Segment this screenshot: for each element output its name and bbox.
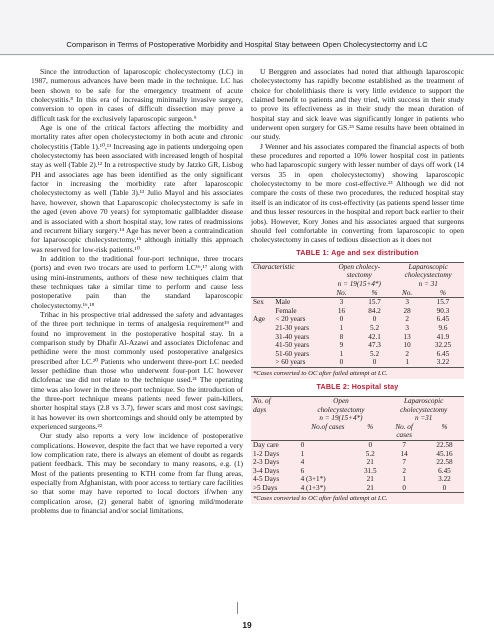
table-cell: 41-50 years <box>275 341 310 350</box>
table-header: % <box>357 289 393 298</box>
table-cell: Age <box>253 315 265 324</box>
table-cell: 1-2 Days <box>253 449 280 458</box>
page-rule <box>237 602 238 614</box>
header-rule <box>0 54 494 55</box>
table-row <box>251 341 464 350</box>
table-cell: 3 <box>339 298 344 307</box>
table-cell: Female <box>275 306 297 315</box>
table-cell: 6.45 <box>436 349 450 358</box>
table-header: cholecystectomy <box>317 405 365 414</box>
left-column <box>31 67 243 516</box>
table-header: No. of <box>251 396 299 405</box>
table-cell: 21 <box>366 458 374 467</box>
table-header: Open cholecy- <box>326 262 392 271</box>
table-row <box>251 450 464 459</box>
table-cell: 3 <box>405 324 409 333</box>
table-header: n =31 <box>414 414 433 423</box>
table-cell: 8 <box>339 332 344 341</box>
table-cell <box>251 350 273 359</box>
paragraph: In addition to the traditional four-port technique, three trocars (ports) and even two trocars are used to perform LC¹⁶,¹⁷ along with using mini-instruments, authors of these new techniques claim that these techniques take a similar time to perform and cause less postoperative pain than the standard laparoscopic cholecystectomy.¹⁶,¹⁸ <box>31 253 243 310</box>
table-header: stectomy <box>346 271 372 280</box>
table-cell: 6.45 <box>436 315 450 324</box>
paragraph: Age is one of the critical factors affecting the morbidity and mortality rates after open cholecystectomy in both acute and chronic cholecystitis (Table 1).¹⁰,¹¹ Increasing age in patients undergoing open cholecystectomy has been associated with increased length of hospital stay as well (Table 2).¹² In a retrospective study by Jatzko GR, Lisbog PH and associates age has been identified as the only significant factor in increasing the morbidity rate after laparoscopic cholecystectomy as well (Table 3).¹³ Julio Mayol and his associates have, however, shown that Laparoscopic cholecystectomy is safe in the aged (even above 70 years) for symptomatic gallbladder disease and is associated with a short hospital stay, low rates of readmissions and recurrent biliary surgery.¹⁴ Age has never been a contraindication for laparoscopic cholecystectomy,¹⁵ although initially this approach was reserved for low-risk patients.¹⁰ <box>31 123 243 254</box>
table-footnote: *Cases converted to OC after failed attempt at LC. <box>253 370 388 377</box>
table-cell: 45.16 <box>436 449 453 458</box>
table-cell: 21 <box>357 484 383 493</box>
paragraph: Our study also reports a very low incidence of postoperative complications. However, despite the fact that we have reported a very low complication rate, there is always an element of doubt as regards patient feedback. This may be secondary to many reasons, e.g. (1) Most of the patients presenting to KTH come from far flung areas, especially from Afghanistan, with poor access to tertiary care facilities so that some may have reported to local doctors if/when any complication arose, (2) general habit of ignoring mild/moderate problems due to financial and/or social limitations. <box>31 431 243 516</box>
table-cell: 13 <box>403 332 411 341</box>
table-cell: 0 <box>383 484 425 493</box>
table-header: Laparoscopic <box>383 396 464 405</box>
table-cell: 0 <box>339 315 344 324</box>
table-cell: 31.5 <box>363 466 377 475</box>
table-row <box>251 458 464 467</box>
table-cell: 2-3 Days <box>253 458 280 467</box>
table-cell: 5.2 <box>370 324 380 333</box>
table-cell: 15.7 <box>368 298 381 307</box>
table-cell: 28 <box>403 306 411 315</box>
table-row <box>251 333 464 342</box>
paragraph: Since the introduction of laparoscopic cholecystectomy (LC) in 1987, numerous advances have been made in the technique. LC has been shown to be safe for the emergency treatment of acute cholecystitis.⁸ In this era of increasing minimally invasive surgery, conversion to open in cases of difficult dissection may prove a difficult task for the exclusively laparoscopic surgeon.⁹ <box>31 67 243 123</box>
table-cell: 0 <box>300 440 305 449</box>
table-header: cholecystectomy <box>404 271 452 280</box>
table-cell: 0 <box>425 484 464 493</box>
table-row <box>251 298 464 307</box>
table-cell: 15.7 <box>436 298 450 307</box>
table-cell: Male <box>275 298 291 307</box>
table2-caption: TABLE 2: Hospital stay <box>316 382 399 391</box>
table-cell: 47.3 <box>368 341 381 350</box>
table-header: Characteristic <box>251 262 326 271</box>
table-cell <box>251 333 273 342</box>
table-row <box>251 315 464 324</box>
table-cell: 21-30 years <box>275 324 310 333</box>
table-cell: 5.2 <box>370 349 380 358</box>
table-cell: 32.25 <box>434 341 452 350</box>
table-header: n = 19(15+4*) <box>337 280 381 289</box>
table-row <box>251 475 464 484</box>
table-header: No. <box>392 289 422 298</box>
table-cell: 9 <box>339 341 344 350</box>
table-cell: 7 <box>402 440 406 449</box>
table-row <box>251 440 464 449</box>
table-cell: 1 <box>402 475 406 484</box>
table-cell: 90.3 <box>436 306 450 315</box>
table-cell: 10 <box>403 341 411 350</box>
table-cell <box>251 307 273 316</box>
running-title: Comparison in Terms of Postoperative Morbidity and Hospital Stay between Open Cholecystectomy and LC <box>66 40 428 49</box>
table-header: No.of cases <box>311 422 345 431</box>
table-cell: 0 <box>368 440 373 449</box>
table-header: No. <box>326 289 357 298</box>
table-row <box>251 358 464 367</box>
table-cell: 4 (3+1*) <box>300 475 326 484</box>
paragraph: J Wenner and his associates compared the financial aspects of both these procedures and reported a 10% lower hospital cost in patients who had laparoscopic surgery with lesser number of days off work (14 versus 35 in open cholecystectomy) showing laparoscopic cholecystectomy to be more cost-effective.²³ Although we did not compare the costs of these two procedures, the reduced hospital stay itself is an indicator of its cost-effectivity (as patients spend lesser time and thus lesser resources in the hospital and report back earlier to their jobs). However, Kory Jones and his associates argued that surgeons should feel comfortable in converting from laparoscopic to open cholecystectomy in cases of tedious dissection as it does not <box>251 141 464 245</box>
table-header: % <box>441 422 448 431</box>
table-row <box>251 307 464 316</box>
table-cell: < 20 years <box>275 315 306 324</box>
table-cell: 84.2 <box>368 306 381 315</box>
table-cell: 2 <box>405 349 409 358</box>
table-cell: 31-40 years <box>275 332 310 341</box>
table-cell: 42.1 <box>368 332 381 341</box>
table1-caption: TABLE 1: Age and sex distribution <box>296 248 419 257</box>
table-cell: >5 Days <box>251 484 299 493</box>
table-cell: 6 <box>300 466 305 475</box>
table-cell: 0 <box>372 315 377 324</box>
table-row <box>251 324 464 333</box>
table-cell: 1 <box>300 449 305 458</box>
table-row <box>251 467 464 476</box>
table-cell: 22.58 <box>436 440 453 449</box>
table-cell: 5.2 <box>365 449 375 458</box>
right-column <box>251 67 464 504</box>
table-header: cholecystectomy <box>400 405 448 414</box>
table-cell: 6.45 <box>438 466 451 475</box>
table-row <box>251 484 464 493</box>
table-age-sex <box>251 262 464 379</box>
table-cell: Sex <box>253 298 264 307</box>
table-cell: 51-60 years <box>275 349 310 358</box>
table-cell: 1 <box>339 349 344 358</box>
table-cell: 14 <box>400 449 408 458</box>
table-cell: 1 <box>339 324 344 333</box>
table-cell: 22.58 <box>436 458 453 467</box>
table-header: Laparoscopic <box>392 262 464 271</box>
table-hospital-stay <box>251 396 464 504</box>
table-cell <box>251 324 273 333</box>
table-cell: 9.6 <box>438 324 448 333</box>
table-cell: 41.9 <box>436 332 450 341</box>
table-cell: 4 (1+3*) <box>299 484 358 493</box>
table-cell: Day care <box>253 440 279 449</box>
table-cell <box>251 358 273 367</box>
table-cell: 3 <box>405 298 409 307</box>
table-cell: 1 <box>392 358 422 367</box>
table-cell: 4-5 Days <box>253 475 280 484</box>
table-cell: 3.22 <box>422 358 464 367</box>
table-cell: 2 <box>405 315 409 324</box>
table-cell: 2 <box>402 466 406 475</box>
table-footnote: *Cases converted to OC after failed attempt at LC. <box>253 495 388 503</box>
table-cell: 0 <box>326 358 357 367</box>
paragraph: Trihac in his prospective trial addressed the safety and advantages of the three port technique in terms of analgesia requirement¹⁹ and found no improvement in the postoperative hospital stay. In a comparison study by Dhafir Al-Azawi and associates Diclofenac and pethidine were the most commonly used postoperative analgesics prescribed after LC.²⁰ Patients who underwent three-port LC needed lesser pethidine than those who underwent four-port LC however diclofenac use did not relate to the technique used.²¹ The operating time was also lower in the three-port technique. So the introduction of the three-port technique means patients need fewer pain-killers, shorter hospital stays (2.8 vs 3.7), fewer scars and most cost savings; it has however its own shortcomings and should only be attempted by experienced surgeons.²² <box>31 309 243 432</box>
table-header: cases <box>383 431 425 440</box>
table-cell: 21 <box>366 475 374 484</box>
table-header: n = 31 <box>418 280 438 289</box>
paragraph: U Berggren and associates had noted that although laparoscopic cholecystectomy has rapidly become established as the treatment of choice for cholelithiasis there is very little evidence to support the claimed benefit to patients and they tried, with success in their study to prove its effectiveness as in their study the mean duration of hospital stay and sick leave was significantly longer in patients who underwent open surgery for GS.²³ Same results have been obtained in our study. <box>251 67 464 142</box>
table-header: n = 19(15+4*) <box>319 414 363 423</box>
page-number: 19 <box>242 620 252 630</box>
table-header: Open <box>299 396 384 405</box>
table-row <box>251 350 464 359</box>
table-header: No. of <box>395 422 413 431</box>
table-cell: > 60 years <box>273 358 326 367</box>
table-cell: 0 <box>357 358 393 367</box>
table-header: % <box>422 289 464 298</box>
table-cell: 4 <box>300 458 305 467</box>
table-cell: 3-4 Days <box>253 466 280 475</box>
table-cell: 3.22 <box>438 475 451 484</box>
table-cell: 16 <box>337 306 346 315</box>
table-header: % <box>367 422 374 431</box>
table-cell: 7 <box>402 458 406 467</box>
table-header: days <box>253 405 267 414</box>
table-cell <box>251 341 273 350</box>
